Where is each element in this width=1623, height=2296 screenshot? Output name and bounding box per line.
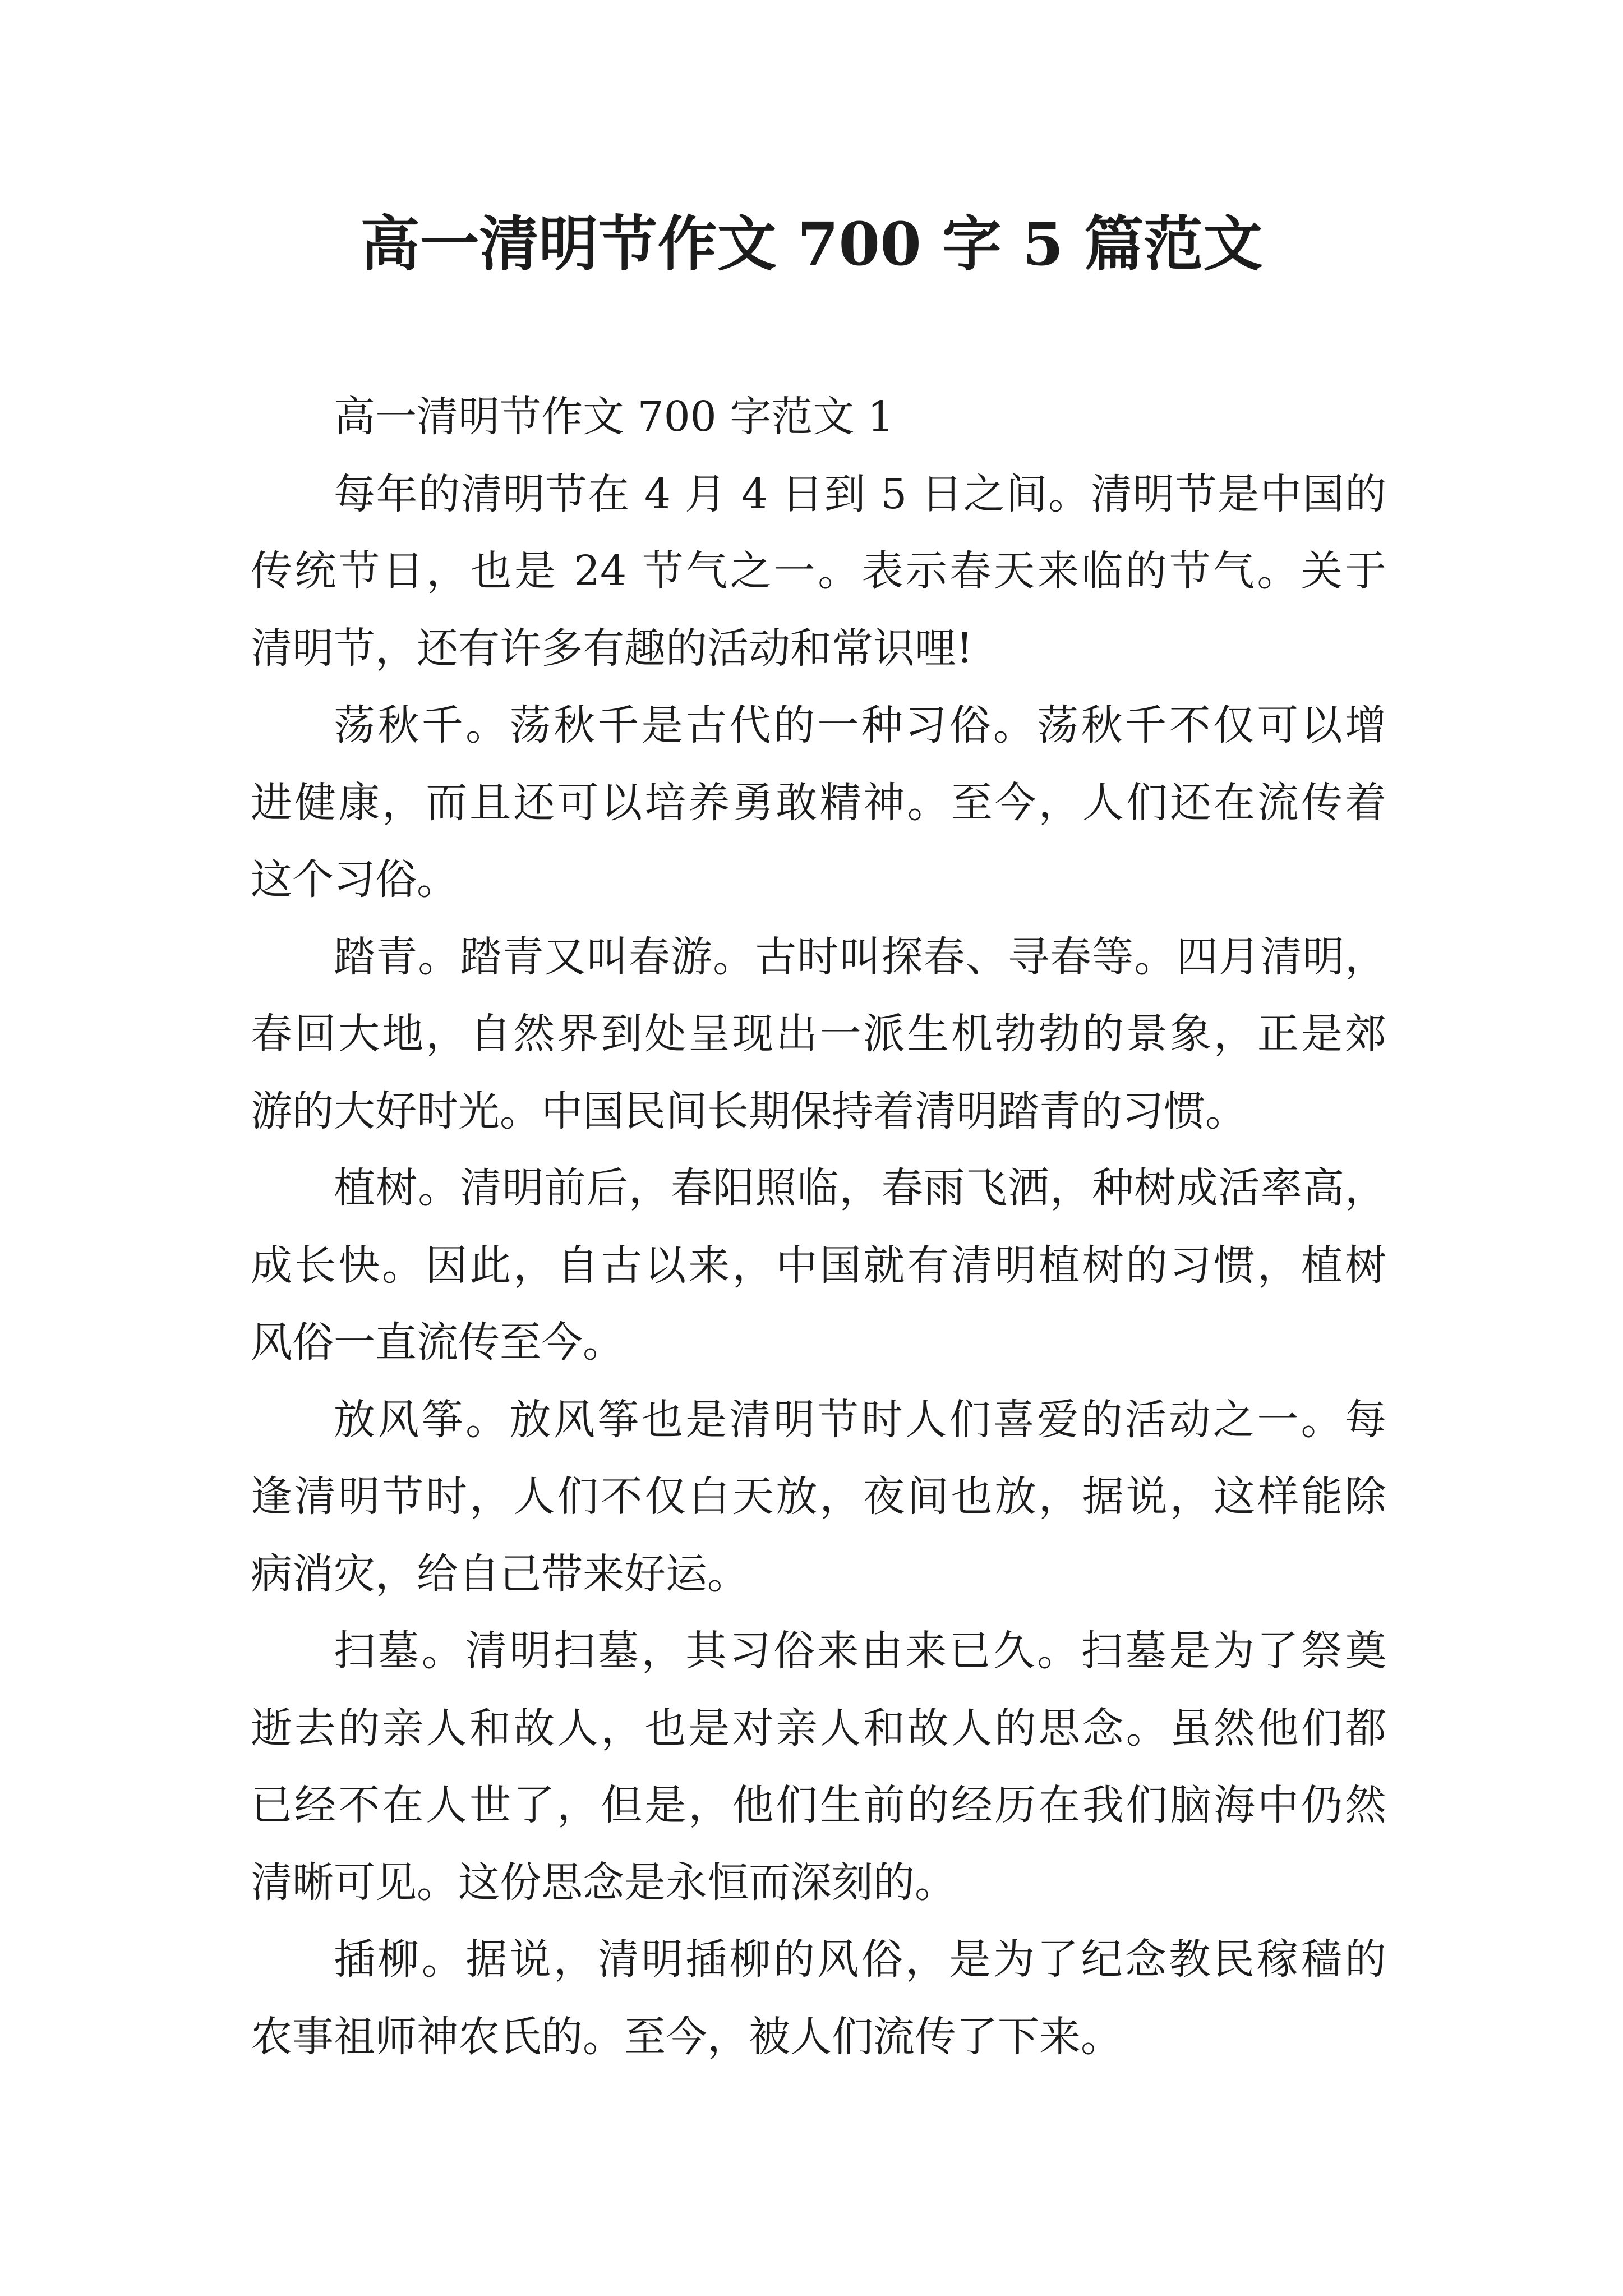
paragraph: [251, 456, 1386, 688]
paragraph-line: 放风筝。放风筝也是清明节时人们喜爱的活动之一。每: [334, 1395, 1386, 1444]
paragraph-line: 风俗一直流传至今。: [251, 1318, 624, 1366]
paragraph-line: 游的大好时光。中国民间长期保持着清明踏青的习惯。: [251, 1087, 1247, 1135]
paragraph-line: 春回大地，自然界到处呈现出一派生机勃勃的景象，正是郊: [251, 1010, 1386, 1058]
paragraph: [251, 687, 1386, 919]
document-title: 高一清明节作文 700 字 5 篇范文: [360, 209, 1263, 279]
paragraph: [251, 1382, 1386, 1613]
paragraph-line: 踏青。踏青又叫春游。古时叫探春、寻春等。四月清明，: [334, 932, 1386, 981]
paragraph-line: 成长快。因此，自古以来，中国就有清明植树的习惯，植树: [251, 1241, 1386, 1290]
section-heading: 高一清明节作文 700 字范文 1: [334, 393, 894, 441]
paragraph: [251, 919, 1386, 1151]
paragraph-line: 逝去的亲人和故人，也是对亲人和故人的思念。虽然他们都: [251, 1704, 1386, 1752]
paragraph-line: 逢清明节时，人们不仅白天放，夜间也放，据说，这样能除: [251, 1473, 1386, 1521]
paragraph-line: 病消灾，给自己带来好运。: [251, 1549, 749, 1598]
paragraph: [251, 1150, 1386, 1382]
paragraph-line: 这个习俗。: [251, 855, 458, 904]
paragraph: [251, 1921, 1386, 2076]
paragraph-line: 插柳。据说，清明插柳的风俗，是为了纪念教民稼穑的: [334, 1935, 1386, 1984]
paragraph-line: 已经不在人世了，但是，他们生前的经历在我们脑海中仍然: [251, 1781, 1386, 1829]
paragraph-line: 每年的清明节在 4 月 4 日到 5 日之间。清明节是中国的: [334, 470, 1386, 518]
paragraph-line: 传统节日，也是 24 节气之一。表示春天来临的节气。关于: [251, 547, 1386, 595]
document-body: [251, 379, 1386, 2076]
paragraph-line: 植树。清明前后，春阳照临，春雨飞洒，种树成活率高，: [334, 1164, 1386, 1212]
paragraph-line: 清明节，还有许多有趣的活动和常识哩!: [251, 624, 973, 673]
paragraph-line: 荡秋千。荡秋千是古代的一种习俗。荡秋千不仅可以增: [334, 701, 1386, 749]
paragraph-line: 清晰可见。这份思念是永恒而深刻的。: [251, 1858, 956, 1907]
paragraph-line: 农事祖师神农氏的。至今，被人们流传了下来。: [251, 2012, 1122, 2061]
paragraph-line: 扫墓。清明扫墓，其习俗来由来已久。扫墓是为了祭奠: [334, 1627, 1386, 1675]
paragraph: [251, 1613, 1386, 1921]
paragraph-line: 进健康，而且还可以培养勇敢精神。至今，人们还在流传着: [251, 778, 1386, 827]
